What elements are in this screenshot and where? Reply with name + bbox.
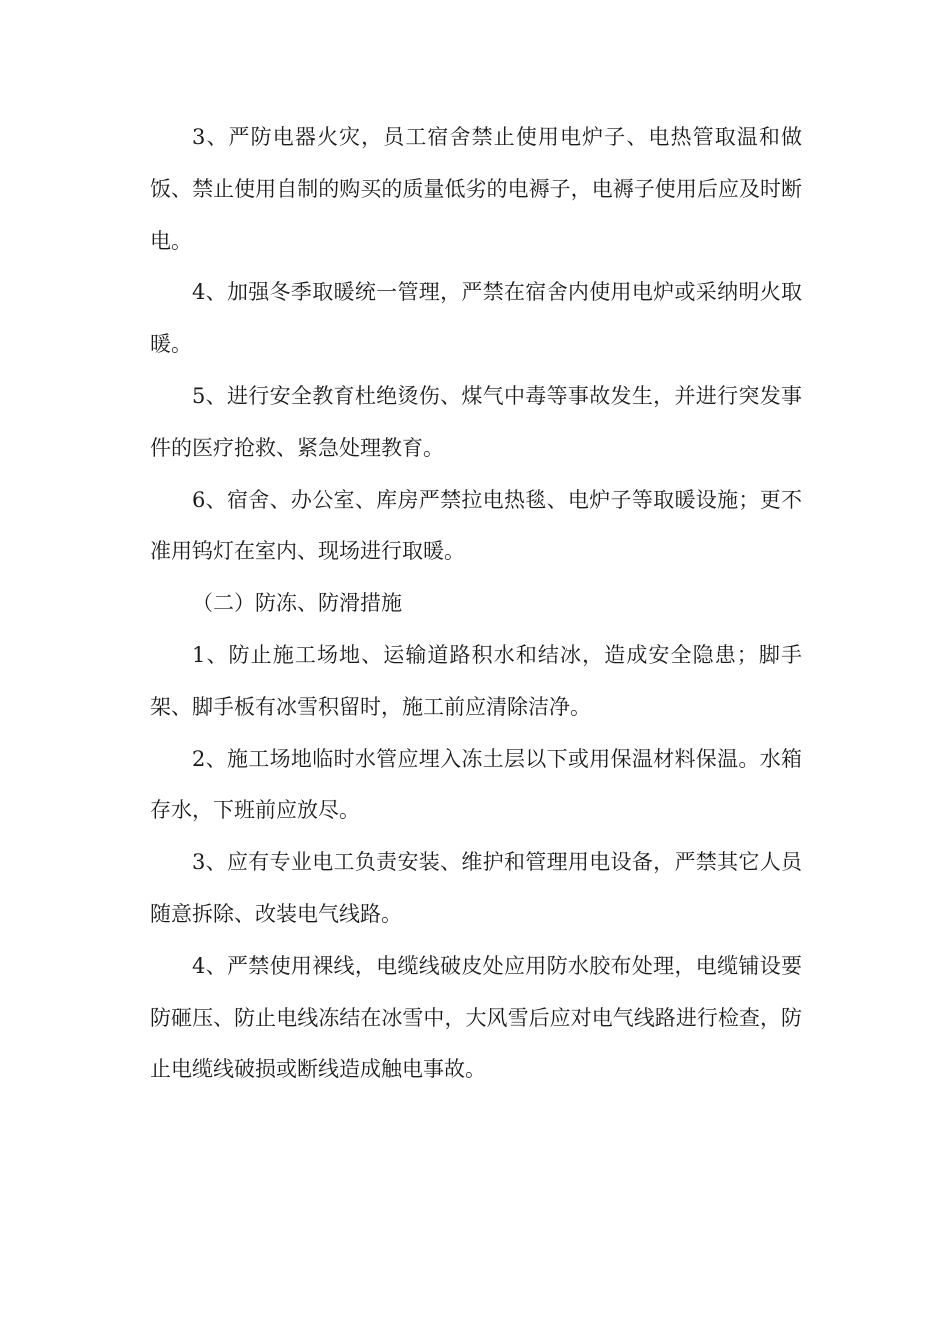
- paragraph-item-4-heating-management: 4、加强冬季取暖统一管理，严禁在宿舍内使用电炉或采纳明火取暖。: [150, 280, 802, 357]
- section-heading-antifreeze-antislip: （二）防冻、防滑措施: [192, 591, 402, 616]
- paragraph-item-3-fire-prevention: 3、严防电器火灾，员工宿舍禁止使用电炉子、电热管取温和做饭、禁止使用自制的购买的质量低劣的电褥子，电褥子使用后应及时断电。: [150, 125, 802, 253]
- paragraph-item-6-heating-ban: 6、宿舍、办公室、库房严禁拉电热毯、电炉子等取暖设施；更不准用钨灯在室内、现场进行取暖。: [150, 487, 802, 564]
- paragraph-item-2-water-pipes: 2、施工场地临时水管应埋入冻土层以下或用保温材料保温。水箱存水，下班前应放尽。: [150, 746, 802, 823]
- paragraph-item-5-safety-education: 5、进行安全教育杜绝烫伤、煤气中毒等事故发生，并进行突发事件的医疗抢救、紧急处理教育。: [150, 383, 802, 460]
- paragraph-item-3-electrician: 3、应有专业电工负责安装、维护和管理用电设备，严禁其它人员随意拆除、改装电气线路。: [150, 850, 802, 926]
- paragraph-item-1-water-ice: 1、防止施工场地、运输道路积水和结冰，造成安全隐患；脚手架、脚手板有冰雪积留时，施工前应清除洁净。: [150, 642, 802, 719]
- document-body: [150, 112, 802, 1096]
- paragraph-item-4-cables: 4、严禁使用裸线，电缆线破皮处应用防水胶布处理，电缆铺设要防砸压、防止电线冻结在冰雪中，大风雪后应对电气线路进行检查，防止电缆线破损或断线造成触电事故。: [150, 953, 802, 1082]
